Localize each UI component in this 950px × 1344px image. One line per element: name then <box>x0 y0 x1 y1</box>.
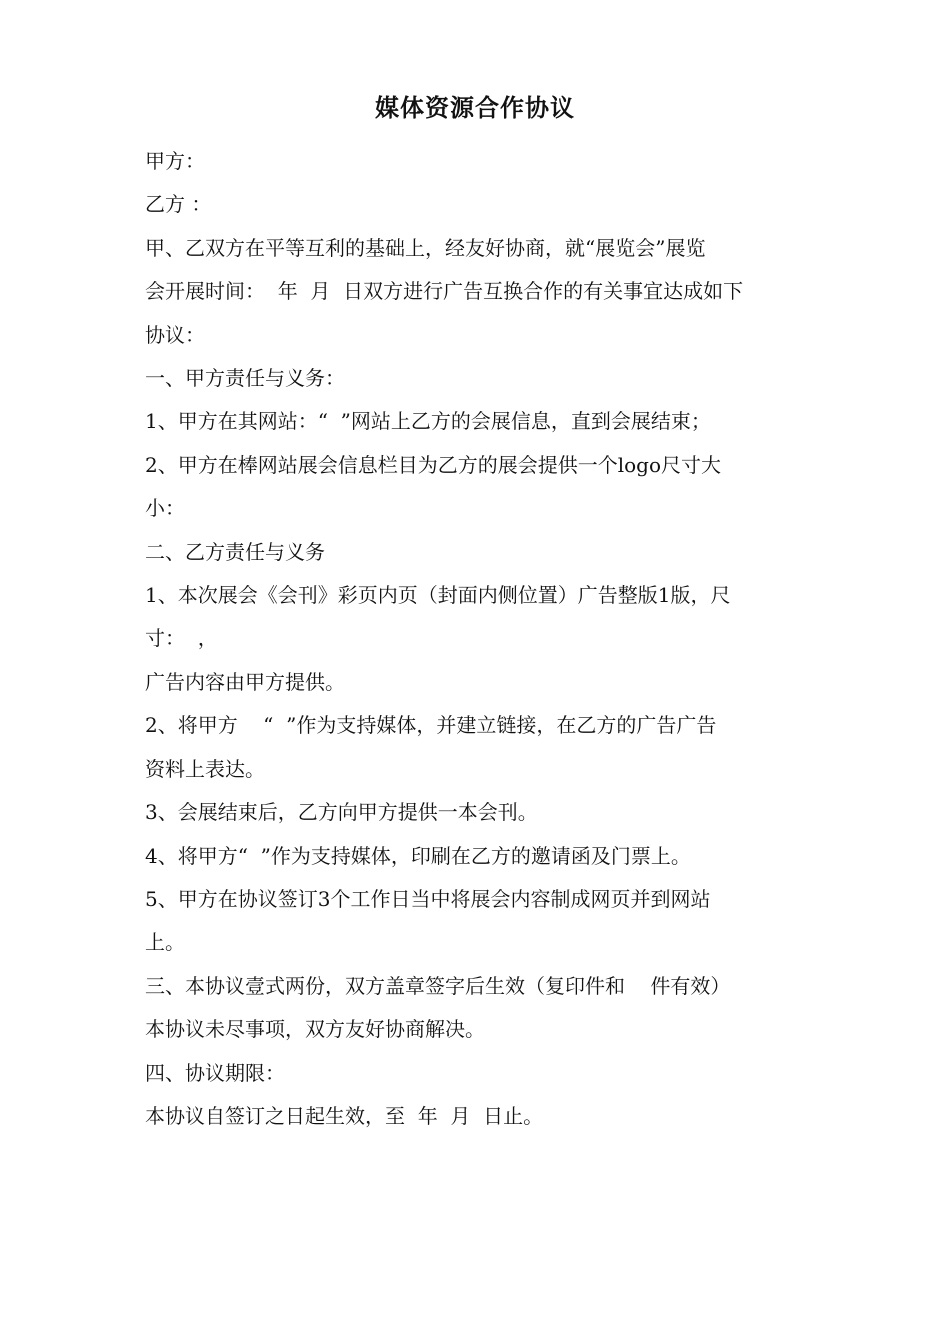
preamble-line: 甲、乙双方在平等互利的基础上，经友好协商，就“展览会”展览 <box>145 235 706 260</box>
clause-line: 1、本次展会《会刊》彩页内页（封面内侧位置）广告整版1版，尺 <box>145 583 731 608</box>
clause-line: 2、将甲方 “ ”作为支持媒体，并建立链接，在乙方的广告广告 <box>145 713 717 738</box>
section-heading: 四、协议期限： <box>145 1060 285 1085</box>
document-body <box>145 140 825 1138</box>
section-heading: 三、本协议壹式两份，双方盖章签字后生效（复印件和 件有效） <box>145 973 731 998</box>
preamble-line: 协议： <box>145 322 205 347</box>
party-b-line: 乙方 ： <box>145 192 212 217</box>
section-heading: 二、乙方责任与义务 <box>145 539 325 564</box>
preamble-line: 会开展时间： 年 月 日双方进行广告互换合作的有关事宜达成如下 <box>145 279 744 304</box>
section-heading: 一、甲方责任与义务： <box>145 366 345 391</box>
clause-line: 3、会展结束后，乙方向甲方提供一本会刊。 <box>145 800 538 825</box>
clause-line: 上。 <box>145 930 185 955</box>
clause-line: 4、将甲方“ ”作为支持媒体，印刷在乙方的邀请函及门票上。 <box>145 843 691 868</box>
clause-line: 小： <box>145 496 185 521</box>
clause-line: 寸： ， <box>145 626 218 651</box>
clause-line: 本协议自签订之日起生效，至 年 月 日止。 <box>145 1103 544 1128</box>
clause-line: 1、甲方在其网站：“ ”网站上乙方的会展信息，直到会展结束； <box>145 409 711 434</box>
clause-line: 广告内容由甲方提供。 <box>145 669 345 694</box>
clause-line: 5、甲方在协议签订3个工作日当中将展会内容制成网页并到网站 <box>145 886 711 911</box>
party-a-line: 甲方： <box>145 149 205 173</box>
document-title: 媒体资源合作协议 <box>375 94 575 122</box>
clause-line: 本协议未尽事项，双方友好协商解决。 <box>145 1017 485 1042</box>
clause-line: 资料上表达。 <box>145 756 265 781</box>
clause-line: 2、甲方在棒网站展会信息栏目为乙方的展会提供一个logo尺寸大 <box>145 452 722 477</box>
